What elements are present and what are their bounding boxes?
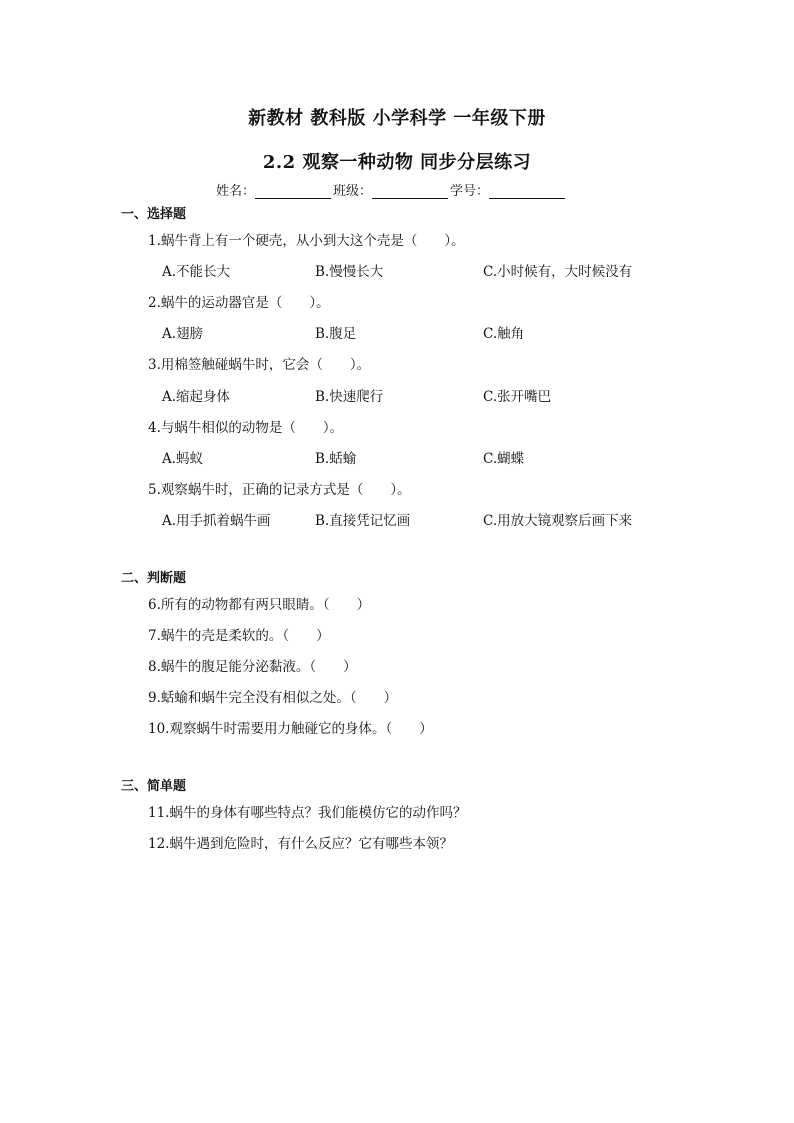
question-2: 2.蜗牛的运动器官是（ ）。 [148, 295, 330, 311]
question-1: 1.蜗牛背上有一个硬壳，从小到大这个壳是（ ）。 [148, 233, 465, 249]
q5-option-c: C.用放大镜观察后画下来 [483, 513, 633, 529]
section-heading-choice: 一、选择题 [121, 207, 187, 222]
q4-option-a: A.蚂蚁 [162, 451, 204, 467]
worksheet-title: 新教材 教科版 小学科学 一年级下册 [248, 108, 546, 129]
q4-option-b: B.蛞蝓 [315, 451, 357, 467]
id-blank[interactable] [489, 184, 565, 199]
question-4: 4.与蜗牛相似的动物是（ ）。 [148, 420, 344, 436]
question-3: 3.用棉签触碰蜗牛时，它会（ ）。 [148, 357, 371, 373]
section-heading-truefalse: 二、判断题 [121, 571, 187, 586]
question-11: 11.蜗牛的身体有哪些特点？我们能模仿它的动作吗？ [148, 805, 467, 821]
question-8: 8.蜗牛的腹足能分泌黏液。（ ） [148, 659, 357, 675]
q4-option-c: C.蝴蝶 [483, 451, 525, 467]
student-info-row [216, 180, 567, 199]
question-5: 5.观察蜗牛时，正确的记录方式是（ ）。 [148, 482, 411, 498]
class-blank[interactable] [372, 184, 448, 199]
q5-option-b: B.直接凭记忆画 [315, 513, 411, 529]
q1-option-a: A.不能长大 [162, 264, 231, 280]
q2-option-c: C.触角 [483, 326, 525, 342]
name-label: 姓名： [216, 184, 256, 199]
question-12: 12.蜗牛遇到危险时，有什么反应？它有哪些本领？ [148, 836, 453, 852]
question-10: 10.观察蜗牛时需要用力触碰它的身体。（ ） [148, 721, 433, 737]
q2-option-a: A.翅膀 [162, 326, 204, 342]
id-label: 学号： [450, 184, 490, 199]
question-6: 6.所有的动物都有两只眼睛。（ ） [148, 597, 371, 613]
q1-option-c: C.小时候有，大时候没有 [483, 264, 633, 280]
question-9: 9.蛞蝓和蜗牛完全没有相似之处。（ ） [148, 690, 398, 706]
class-label: 班级： [333, 184, 373, 199]
q3-option-b: B.快速爬行 [315, 389, 384, 405]
q3-option-c: C.张开嘴巴 [483, 389, 552, 405]
q3-option-a: A.缩起身体 [162, 389, 231, 405]
q5-option-a: A.用手抓着蜗牛画 [162, 513, 271, 529]
question-7: 7.蜗牛的壳是柔软的。（ ） [148, 628, 330, 644]
lesson-title: 2.2 观察一种动物 同步分层练习 [262, 152, 532, 173]
q2-option-b: B.腹足 [315, 326, 357, 342]
q1-option-b: B.慢慢长大 [315, 264, 384, 280]
section-heading-short-answer: 三、简单题 [121, 779, 187, 794]
name-blank[interactable] [255, 184, 331, 199]
